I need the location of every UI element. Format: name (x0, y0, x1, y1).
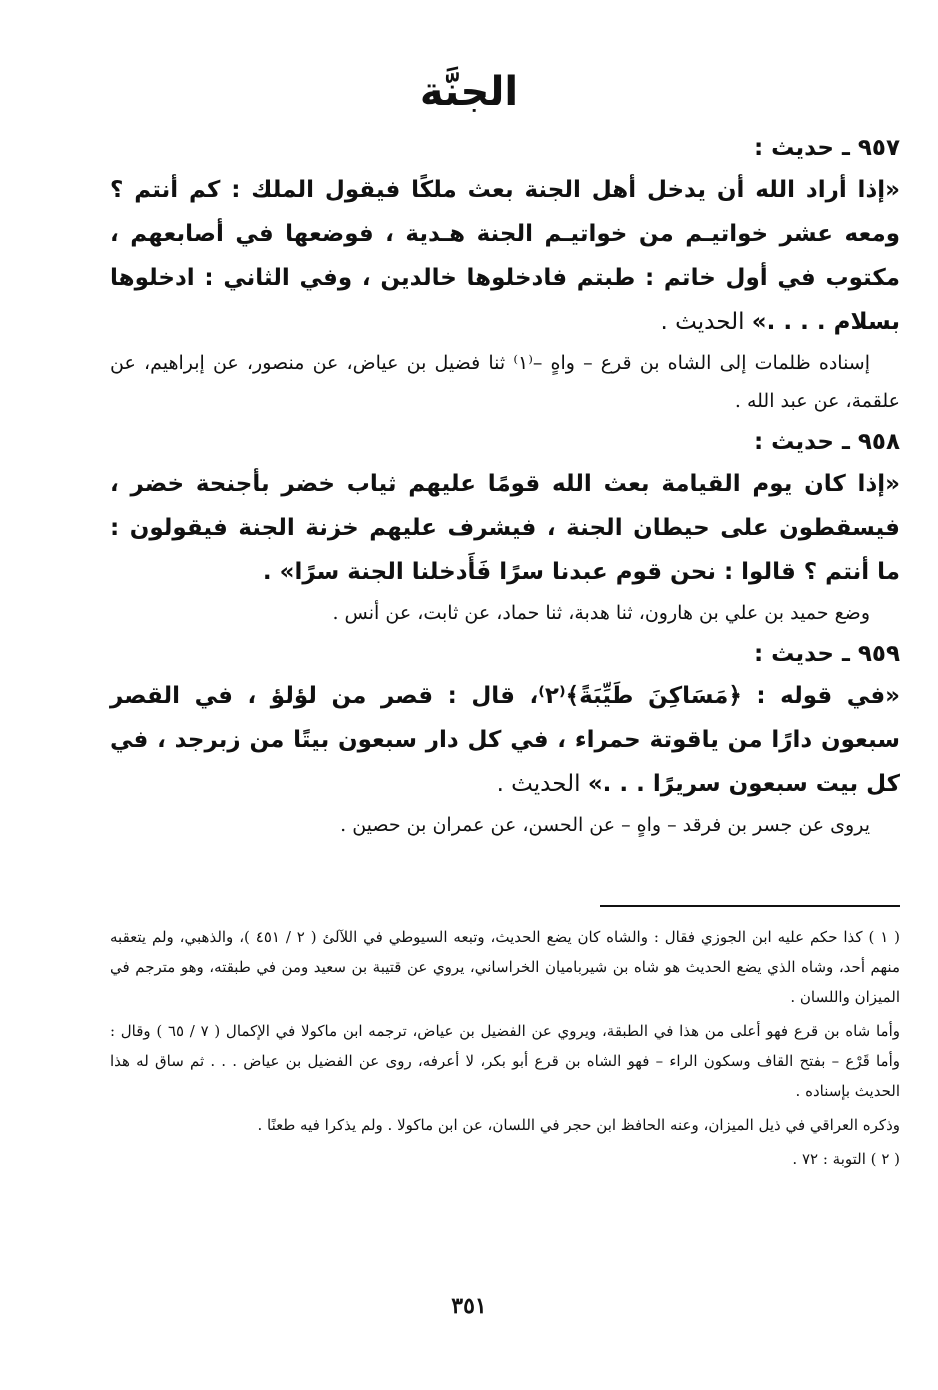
footnote-divider (600, 905, 900, 907)
hadith-heading: ٩٥٨ ـ حديث : (753, 429, 900, 455)
hadith-957 (110, 128, 900, 420)
main-text (110, 128, 900, 846)
hadith-suffix: الحديث . (660, 309, 752, 335)
page-number: ٣٥١ (451, 1293, 487, 1319)
footnote: وذكره العراقي في ذيل الميزان، وعنه الحافظ ابن حجر في اللسان، عن ابن ماكولا . ولم يذكرا فيه طعنًا . (257, 1116, 900, 1134)
hadith-958 (110, 422, 900, 632)
hadith-isnad: إسناده ظلمات إلى الشاه بن قرع – واهٍ –⁽١⁾ ثنا فضيل بن عياض، عن منصور، عن إبراهيم، عن علقمة، عن عبد الله . (110, 352, 900, 412)
hadith-heading: ٩٥٩ ـ حديث : (753, 641, 900, 667)
hadith-959 (110, 634, 900, 844)
hadith-heading: ٩٥٧ ـ حديث : (753, 135, 900, 161)
page-title: الجنَّة (419, 69, 519, 115)
hadith-text (110, 674, 900, 806)
hadith-suffix: الحديث . (496, 771, 588, 797)
hadith-text-body: «إذا كان يوم القيامة بعث الله قومًا عليهم ثياب خضر بأجنحة خضر ، فيسقطون على حيطان الجنة ، فيشرف عليهم خزنة الجنة فيقولون : ما أنتم ؟ قالوا : نحن قوم عبدنا سرًا فَأَدخلنا الجنة سرًا» . (110, 471, 900, 585)
hadith-text (110, 168, 900, 344)
hadith-isnad: يروى عن جسر بن فرقد – واهٍ – عن الحسن، عن عمران بن حصين . (340, 814, 870, 836)
hadith-isnad: وضع حميد بن علي بن هارون، ثنا هدبة، ثنا حماد، عن ثابت، عن أنس . (332, 602, 870, 624)
hadith-text-body: «إذا أراد الله أن يدخل أهل الجنة بعث ملكًا فيقول الملك : كم أنتم ؟ ومعه عشر خواتيـم من خواتيـم الجنة هـدية ، فوضعها في أصابعهم ، مكتوب في أول خاتم : طبتم فادخلوها خالدين ، وفي الثاني : ادخلوها بسلام . . . .» (110, 177, 900, 335)
hadith-text (110, 462, 900, 594)
hadith-text-body: «في قوله : ﴿مَسَاكِنَ طَيِّبَةً﴾⁽٢⁾، قال : قصر من لؤلؤ ، في القصر سبعون دارًا من ياقوتة حمراء ، في كل دار سبعون بيتًا من زبرجد ، في كل بيت سبعون سريرًا . . .» (110, 683, 900, 797)
footnote: ( ١ ) كذا حكم عليه ابن الجوزي فقال : والشاه كان يضع الحديث، وتبعه السيوطي في اللآلئ ( ٢ / ٤٥١ )، والذهبي، ولم يتعقبه منهم أحد، وشاه الذي يضع الحديث هو شاه بن شيرباميان الخراساني، يروي عن قتيبة بن سعيد ومن في طبقته، وهو مترجم في الميزان واللسان . (110, 928, 901, 1006)
footnote: ( ٢ ) التوبة : ٧٢ . (792, 1150, 900, 1168)
footnote: وأما شاه بن قرع فهو أعلى من هذا في الطبقة، ويروي عن الفضيل بن عياض، ترجمه ابن ماكولا في الإكمال ( ٧ / ٦٥ ) وقال : وأما قَرْع – بفتح القاف وسكون الراء – فهو الشاه بن قرع أبو بكر، لا أعرفه، روى عن الفضيل بن عياض . . . ثم ساق له هذا الحديث بإسناده . (110, 1022, 900, 1100)
footnotes (110, 922, 900, 1178)
